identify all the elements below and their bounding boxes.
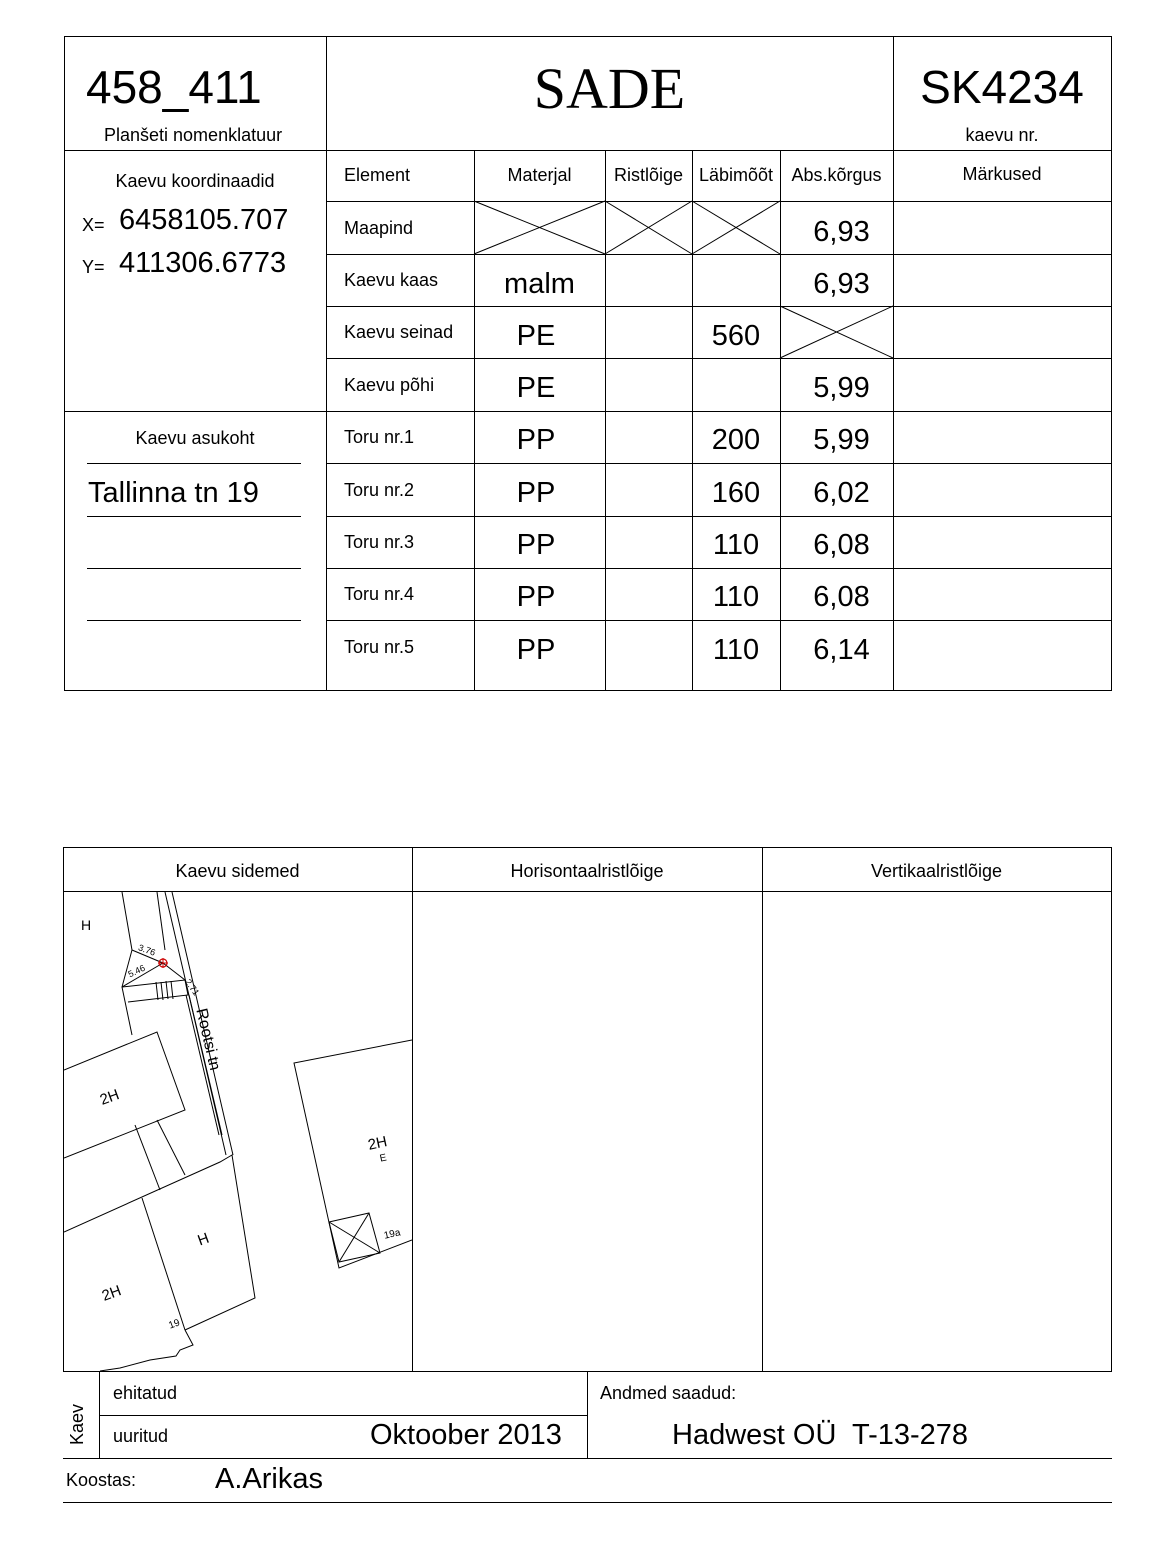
footer-surveyed-label: uuritud: [113, 1426, 169, 1446]
cell-diameter: 110: [712, 581, 760, 613]
cell-element: Toru nr.4: [344, 584, 415, 604]
site-sketch-map: [64, 892, 412, 1371]
col-header-notes: Märkused: [962, 164, 1042, 184]
cell-elevation: 6,08: [813, 529, 870, 561]
cell-material: PP: [516, 529, 556, 561]
map-label-h-top: H: [81, 917, 92, 933]
map-label-2h-right: 2H: [366, 1133, 389, 1154]
map-dim-3: 2.71: [183, 977, 202, 998]
cell-diameter: 110: [712, 634, 760, 666]
footer-kaev-label: Kaev: [67, 1403, 87, 1445]
cell-elevation: 5,99: [813, 424, 870, 456]
col-header-cross-section: Ristlõige: [613, 165, 684, 185]
cell-elevation: 6,08: [813, 581, 870, 613]
coordinates-title: Kaevu koordinaadid: [115, 171, 275, 191]
cell-element: Toru nr.1: [344, 427, 415, 447]
x-label: X=: [82, 215, 105, 235]
x-value: 6458105.707: [119, 204, 289, 236]
footer-built-label: ehitatud: [113, 1383, 178, 1403]
cell-material: PP: [516, 634, 556, 666]
map-number-19a: 19a: [382, 1227, 402, 1242]
cell-elevation: 6,93: [813, 268, 870, 300]
col-header-element: Element: [344, 165, 411, 185]
cell-material: PP: [516, 477, 556, 509]
well-id: SK4234: [920, 61, 1084, 113]
cell-diameter: 110: [712, 529, 760, 561]
cell-elevation: 6,02: [813, 477, 870, 509]
well-caption: kaevu nr.: [965, 125, 1039, 145]
panel-title-ties: Kaevu sidemed: [175, 861, 300, 881]
map-street-name: Rootsi tn: [192, 1006, 224, 1073]
cell-elevation: 6,93: [813, 216, 870, 248]
col-header-material: Materjal: [507, 165, 572, 185]
cell-diameter: 200: [711, 424, 761, 456]
y-label: Y=: [82, 257, 105, 277]
cell-diameter: 160: [711, 477, 761, 509]
cell-material: malm: [504, 268, 575, 300]
cell-material: PE: [516, 320, 556, 352]
map-dim-1: 3.76: [136, 942, 157, 958]
cell-element: Kaevu põhi: [344, 375, 435, 395]
cell-element: Toru nr.3: [344, 532, 415, 552]
y-value: 411306.6773: [119, 247, 287, 279]
footer-author: A.Arikas: [215, 1463, 323, 1495]
location-address: Tallinna tn 19: [88, 477, 259, 509]
network-title: SADE: [533, 56, 686, 121]
cell-element: Kaevu kaas: [344, 270, 439, 290]
panel-title-vertical: Vertikaalristlõige: [870, 861, 1003, 881]
footer-survey-date: Oktoober 2013: [370, 1419, 562, 1451]
cell-elevation: 6,14: [813, 634, 870, 666]
cell-element: Toru nr.2: [344, 480, 415, 500]
col-header-elevation: Abs.kõrgus: [791, 165, 882, 185]
cell-elevation: 5,99: [813, 372, 870, 404]
cell-diameter: 560: [711, 320, 761, 352]
panel-title-horizontal: Horisontaalristlõige: [510, 861, 664, 881]
cell-material: PP: [516, 581, 556, 613]
footer-source-value: Hadwest OÜ T-13-278: [672, 1419, 969, 1451]
map-dim-2: 5.46: [126, 962, 147, 980]
map-label-2h-bottom: 2H: [99, 1282, 124, 1305]
cell-material: PE: [516, 372, 556, 404]
cell-element: Toru nr.5: [344, 637, 415, 657]
col-header-diameter: Läbimõõt: [698, 165, 774, 185]
cell-element: Kaevu seinad: [344, 322, 454, 342]
cell-material: PP: [516, 424, 556, 456]
sheet-caption: Planšeti nomenklatuur: [104, 125, 283, 145]
map-label-h-mid: H: [195, 1229, 212, 1250]
map-label-2h-left: 2H: [97, 1086, 122, 1109]
cell-element: Maapind: [344, 218, 414, 238]
location-title: Kaevu asukoht: [135, 428, 255, 448]
well-marker: [158, 958, 168, 968]
map-number-19: 19: [167, 1317, 182, 1332]
footer-author-label: Koostas:: [66, 1470, 137, 1490]
footer-source-label: Andmed saadud:: [600, 1383, 737, 1403]
sheet-code: 458_411: [86, 61, 262, 113]
map-label-e: E: [378, 1152, 388, 1165]
